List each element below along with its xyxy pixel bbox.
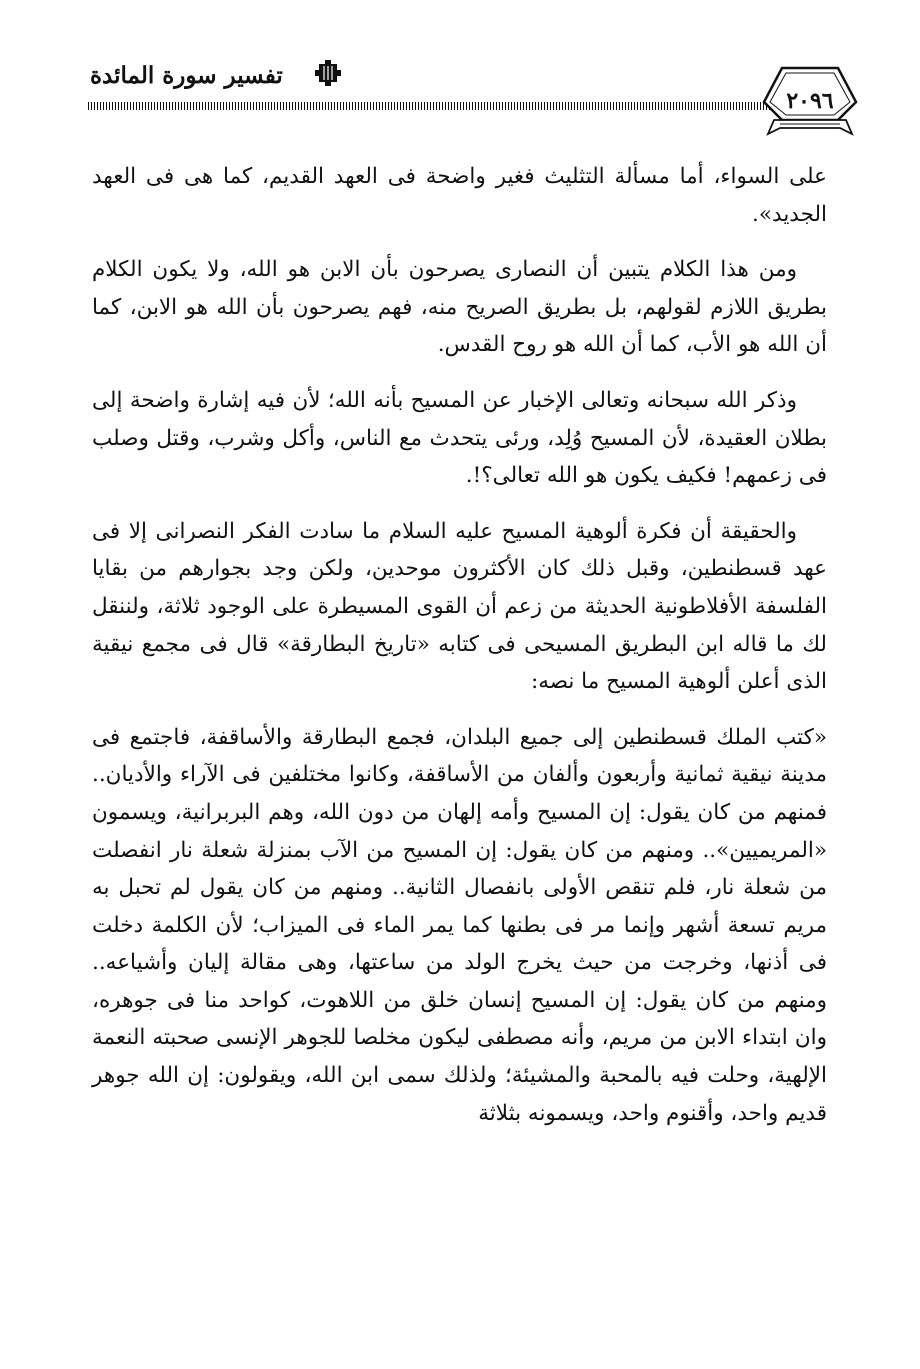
paragraph-2: ومن هذا الكلام يتبين أن النصارى يصرحون بأن الابن هو الله، ولا يكون الكلام بطريق اللازم لقولهم، بل بطريق الصريح منه، فهم يصرحون بأن الله هو الابن، كما أن الله هو الأب، كما أن الله هو روح القدس.	[92, 257, 827, 358]
paragraph-1: على السواء، أما مسألة التثليث فغير واضحة فى العهد القديم، كما هى فى العهد الجديد».	[92, 164, 827, 227]
header-rule	[88, 102, 770, 110]
page-header	[70, 48, 850, 148]
paragraph-3: وذكر الله سبحانه وتعالى الإخبار عن المسيح بأنه الله؛ لأن فيه إشارة واضحة إلى بطلان العقيدة، لأن المسيح وُلِد، ورئى يتحدث مع الناس، وأكل وشرب، وقتل وصلب فى زعمهم! فكيف يكون هو الله تعالى؟!.	[92, 387, 827, 489]
running-title: تفسير سورة المائدة	[90, 62, 283, 89]
paragraph-4: والحقيقة أن فكرة ألوهية المسيح عليه السلام ما سادت الفكر النصرانى إلا فى عهد قسطنطين، وقبل ذلك كان الأكثرون موحدين، ولكن وجد بجوارهم من بقايا الفلسفة الأفلاطونية الحديثة من زعم أن القوى المسيطرة على الوجود ثلاثة، ولننقل لك ما قاله ابن البطريق المسيحى فى كتابه «تاريخ البطارقة» قال فى مجمع نيقية الذى أعلن ألوهية المسيح ما نصه:	[92, 518, 827, 695]
page-number-badge	[760, 62, 860, 142]
page-number: ٢٠٩٦	[786, 88, 834, 114]
decorative-ornament-icon	[315, 60, 341, 86]
page-body	[92, 158, 827, 1150]
quotation-paragraph: «كتب الملك قسطنطين إلى جميع البلدان، فجمع البطارقة والأساقفة، فاجتمع فى مدينة نيقية ثمانية وأربعون وألفان من الأساقفة، وكانوا مختلفين فى الآراء والأديان.. فمنهم من كان يقول: إن المسيح وأمه إلهان من دون الله، وهم البربرانية، ويسمون «المريميين».. ومنهم من كان يقول: إن المسيح من الآب بمنزلة شعلة نار انفصلت من شعلة نار، فلم تنقص الأولى بانفصال الثانية.. ومنهم من كان يقول لم تحبل به مريم تسعة أشهر وإنما مر فى بطنها كما يمر الماء فى الميزاب؛ لأن الكلمة دخلت فى أذنها، وخرجت من حيث يخرج الولد من ساعتها، وهى مقالة إليان وأشياعه.. ومنهم من كان يقول: إن المسيح إنسان خلق من اللاهوت، كواحد منا فى جوهره، وان ابتداء الابن من مريم، وأنه مصطفى ليكون مخلصا للجوهر الإنسى صحبته النعمة الإلهية، وحلت فيه بالمحبة والمشيئة؛ ولذلك سمى ابن الله، ويقولون: إن الله جوهر قديم واحد، وأقنوم واحد، ويسمونه بثلاثة	[92, 724, 827, 1126]
